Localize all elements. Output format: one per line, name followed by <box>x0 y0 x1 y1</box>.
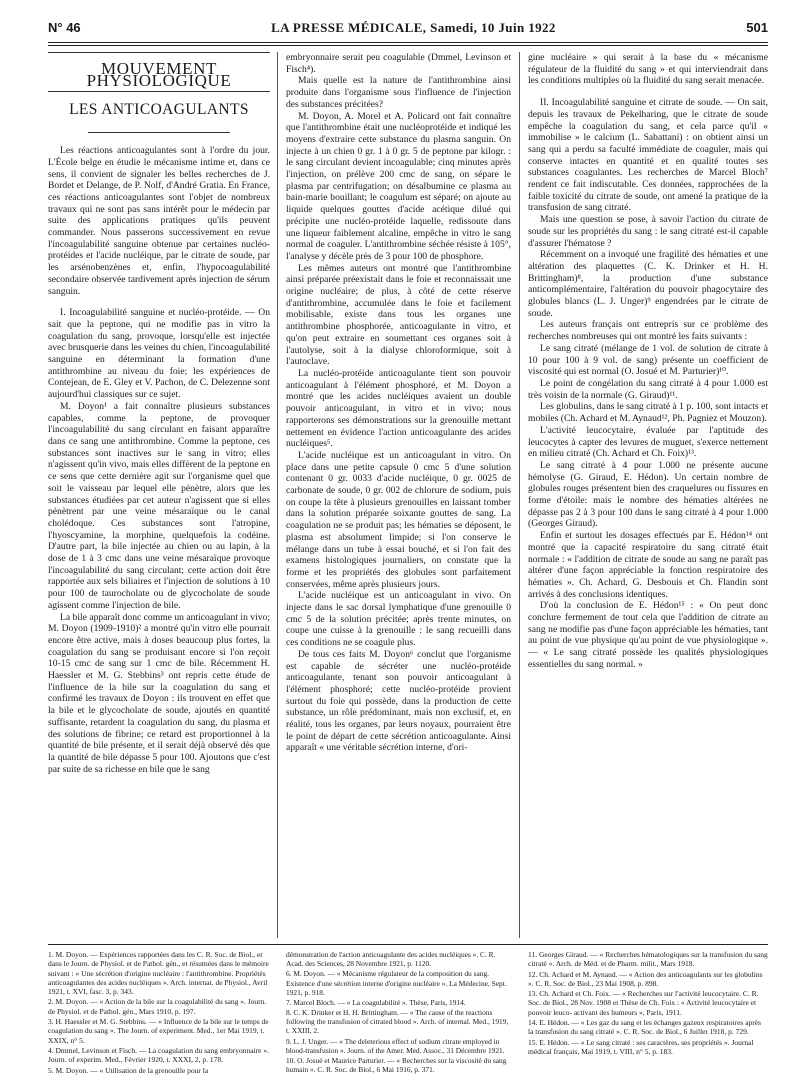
footnote: 3. H. Haessler et M. G. Stebbins. — « Influence de la bile sur le temps de coagulation du sang ». The Journ. of experiment. Med., 1er Mai 1919, t. XXIX, n° 5. <box>48 1017 269 1045</box>
footnote: 10. O. Josué et Maurice Parturier. — « Recherches sur la viscosité du sang humain ». C. R. Soc. de Biol., 6 Mai 1916, p. 371. <box>286 1055 507 1075</box>
paragraph: Les réactions anticoagulantes sont à l'ordre du jour. L'École belge en étudie le mécanisme intime et, dans ce sens, il convient de signaler les belles recherches de J. Bordet et Delange, de P. Nolf, d'André Gratia. En France, ces réactions anticoagulantes sont l'objet de nombreux travaux qui ne sont pas sans intérêt pour le médecin par suite des applications pratiques qu'ils peuvent commander. Nous passerons successivement en revue l'incoagulabilité sanguine obtenue par certaines nucléo-protéides et l'acide nucléique, par le citrate de soude, par les arsénobenzènes et, enfin, l'hypocoagulabilité secondaire observée tardivement après injection de sérum sanguin. <box>48 145 270 297</box>
footnote: 1. M. Doyon. — Expériences rapportées dans les C. R. Soc. de Biol., et dans le Journ. de Physiol. et de Pathol. gén., et résumées dans le mémoire suivant : « Une sécrétion d'origine nucléaire : l'antithrombine. Propriétés anticoagulantes des acides nucléiques ». Arch. internat. de Physiol., Avril 1921, t. XVI, fasc. 3, p. 343. <box>48 950 269 997</box>
paragraph: Les auteurs français ont entrepris sur ce problème des recherches nombreuses qui ont montré les faits suivants : <box>528 319 768 343</box>
footnote: 15. E. Hédon. — « Le sang citraté : ses caractères, ses propriétés ». Journal médical français, Mai 1919, t. VIII, n° 5, p. 183. <box>528 1037 754 1056</box>
column-2 <box>286 52 511 754</box>
paragraph: M. Doyon, A. Morel et A. Policard ont fait connaître que l'antithrombine était une nucléoprotéide et indiqué les moyens d'extraire cette substance du plasma sanguin. On injecte à un chien 0 gr. 1 à 0 gr. 5 de peptone par kilogr. : le sang circulant devient incoagulable; cinq minutes après l'injection, on prélève 200 cmc de sang, on sépare le plasma par centrifugation; on désalbumine ce plasma au bain-marie bouillant; le coagulum est séparé; on ajoute au liquide quelques gouttes d'acide acétique dilué qui précipite une nucléo-protéide laquelle, redissoute dans une liqueur faiblement alcaline, empêche in vitro le sang normal de coaguler. L'antithrombine séchée résiste à 105°, l'analyse y décèle près de 3 pour 100 de phosphore. <box>286 110 511 262</box>
paragraph: L'acide nucléique est un anticoagulant in vitro. On place dans une petite capsule 0 cmc 5 d'une solution contenant 0 gr. 0033 d'acide nucléique, 0 gr. 0025 de carbonate de soude, 0 gr. 002 de chlorure de sodium, puis on coupe la tête à plusieurs grenouilles en laissant tomber dans la solution préparée soixante gouttes de sang. La coagulation ne se produit pas; les hématies se déposent, le plasma est absolument limpide; si l'on conserve le mélange dans un tube à essai bouché, et si l'on fait des examens histologiques journaliers, on constate que la forme et les propriétés des globules sont parfaitement conservées, même après plusieurs jours. <box>286 449 511 590</box>
footnote: démonstration de l'action anticoagulante des acides nucléiques ». C. R. Acad. des Sciences, 28 Novembre 1921, p. 1120. <box>286 950 496 969</box>
paragraph: Le point de congélation du sang citraté à 4 pour 1.000 est très voisin de la normale (G. Giraud)¹¹. <box>528 377 768 401</box>
paragraph: gine nucléaire » qui serait à la base du « mécanisme régulateur de la fluidité du sang » et qui interviendrait dans les conditions multiples où la fluidité du sang serait menacée. <box>528 52 768 87</box>
paragraph: embryonnaire serait peu coagulable (Dmmel, Levinson et Fisch⁴). <box>286 52 511 75</box>
paragraph: Le sang citraté à 4 pour 1.000 ne présente aucune hémolyse (G. Giraud, E. Hédon). Un certain nombre de globules rouges présentent bien des craquelures ou fissures en forme d'étoile: mais le nombre des hématies altérées ne dépasse pas 2 à 3 pour 100 dans le sang citraté à 4 pour 1.000 (Georges Giraud). <box>528 459 768 530</box>
footnote: 5. M. Doyon. — « Utilisation de la grenouille pour la <box>48 1065 209 1075</box>
paragraph: Les globulins, dans le sang citraté à 1 p. 100, sont intacts et mobiles (Ch. Achard et M. Aynaud¹², Ph. Pagniez et Mouzon). <box>528 401 768 425</box>
paragraph: M. Doyon¹ a fait connaître plusieurs substances capables, comme la peptone, de provoquer l'incoagulabilité du sang circulant en faisant apparaître dans ce sang une antithrombine. Comme la peptone, ces substances sont inactives sur le sang in vitro; elles n'agissent qu'in vivo, mais elles diffèrent de la peptone en ce sens que cette dernière agit sur l'organisme quel que soit le vaisseau par lequel elle pénètre, alors que les substances étudiées par cet auteur n'agissent que si elles pénètrent par une veine mésaraïque ou le canal cholédoque. Ces substances sont l'atropine, l'hyoscyamine, la morphine, quelquefois la codéine. D'autre part, la bile injectée au chien ou au lapin, à la dose de 1 à 3 cmc dans une veine mésaraïque provoque l'incoagulabilité du sang circulant; cette action doit être rapportée aux sels biliaires et l'injection de solutions à 10 pour 100 de taurocholate ou de glycocholate de soude agissent comme l'injection de bile. <box>48 400 270 611</box>
paragraph: Le sang citraté (mélange de 1 vol. de solution de citrate à 10 pour 100 à 9 vol. de sang) présente un coefficient de viscosité qui est normal (O. Josué et M. Parturier)¹⁰. <box>528 342 768 378</box>
article-title: LES ANTICOAGULANTS <box>69 101 249 119</box>
rubric-top-rule <box>48 52 270 53</box>
paragraph: D'où la conclusion de E. Hédon¹⁵ : « On peut donc conclure fermement de tout cela que l'addition de citrate au sang ne modifie pas d'une façon appréciable les hématies, tant au point de vue physique qu'au point de vue physiologique ». — « Le sang citraté possède les qualités physiologiques essentielles du sang normal. » <box>528 600 768 670</box>
footnote: 12. Ch. Achard et M. Aynaud. — « Action des anticoagulants sur les globulins ». C. R. Soc. de Biol., 23 Mai 1908, p. 898. <box>528 969 763 988</box>
footnote: 8. C. K. Drinker et H. H. Brittingham. — « The cause of the reactions following the transfusion of citrated blood ». Arch. of internal. Med., 1919, t. XXIII, 2. <box>286 1008 509 1036</box>
footnotes-column-1 <box>48 950 270 1076</box>
footnote: 13. Ch. Achard et Ch. Foix. — « Recherches sur l'activité leucocytaire. C. R. Soc. de Biol., 28 Nov. 1908 et Thèse de Ch. Foix : « Activité leucocytaire et pouvoir leuco- activant des humeurs », Paris, 1911. <box>528 989 759 1017</box>
column-3 <box>528 52 768 671</box>
column-divider <box>519 52 520 938</box>
footnote: 9. L. J. Unger. — « The deleterious effect of sodium citrate employed in blood-transfusion ». Journ. of the Amer. Med. Assoc., 31 Décembre 1921. <box>286 1036 505 1055</box>
footnote: 11. Georges Giraud. — « Recherches hématologiques sur la transfusion du sang citraté ». Arch. de Méd. et de Pharm. milit., Mars 1918. <box>528 950 768 969</box>
header-rule-double <box>48 45 768 46</box>
footnote: 2. M. Doyon. — « Action de la bile sur la coagulabilité du sang ». Journ. de Physiol. et de Pathol. gén., Mars 1910, p. 197. <box>48 997 267 1016</box>
page-folio: 501 <box>746 20 768 35</box>
paragraph: De tous ces faits M. Doyon⁶ conclut que l'organisme est capable de sécréter une nucléo-protéide anticoagulante, tenant son pouvoir anticoagulant à l'élément phosphoré; cette nucléo-protéide provient surtout du foie qui possède, dans la production de cette substance, un rôle prédominant, mais non exclusif, et, en réalité, tous les organes, par leurs noyaux, pourraient être le point de départ de cette sécrétion anticoagulante. Ainsi apparaît « une véritable sécrétion interne, d'ori- <box>286 648 511 754</box>
paragraph: L'activité leucocytaire, évaluée par l'aptitude des leucocytes à capter des levures de muguet, s'exerce nettement en milieu citraté (Ch. Achard et Ch. Foix)¹³. <box>528 424 768 460</box>
paragraph: Les mêmes auteurs ont montré que l'antithrombine ainsi préparée préexistait dans le foie et reconnaissait une origine nucléaire; de plus, à côté de cette réserve d'antithrombine, accumulée dans le foie et facilement mobilisable, existe dans tous les organes une antithrombine phosphorée, anticoagulante in vitro, et qu'on peut extraire en soumettant ces organes soit à l'autolyse, soit à la dialyse chloroformique, soit à l'autoclave. <box>286 262 511 368</box>
paragraph: I. Incoagulabilité sanguine et nucléo-protéide. — On sait que la peptone, qui ne modifie pas in vitro la coagulation du sang, provoque, lorsqu'elle est injectée avec brusquerie dans les veines du chien, l'incoagulabilité sanguine en déterminant la formation d'une antithrombine au niveau du foie; les expériences de Contejean, de E. Gley et V. Pachon, de C. Delezenne sont aujourd'hui classiques sur ce sujet. <box>48 307 270 401</box>
page-header <box>48 20 768 40</box>
header-rule <box>48 42 768 43</box>
footnotes-column-3 <box>528 950 768 1057</box>
footnotes-column-2 <box>286 950 511 1075</box>
paragraph: L'acide nucléique est un anticoagulant in vivo. On injecte dans le sac dorsal lymphatique d'une grenouille 0 cmc 5 de la solution précitée; après trente minutes, on coupe une cuisse à la grenouille : le sang recueilli dans ces conditions ne se coagule plus. <box>286 590 511 649</box>
rubric-bottom-rule <box>48 91 270 92</box>
rubric-title: MOUVEMENT PHYSIOLOGIQUE <box>86 59 232 90</box>
paragraph: II. Incoagulabilité sanguine et citrate de soude. — On sait, depuis les travaux de Pekelharing, que le citrate de soude empêche la coagulation du sang, et cela parce qu'il « immobilise » le calcium (L. Sabattani) : on obtient ainsi un sang qui a perdu sa faculté immédiate de coaguler, mais qui conserve intactes en quantité et en qualité toutes ses substances coagulantes. Les recherches de Marcel Bloch⁷ rendent ce fait indiscutable. Ces données, rapprochées de la faible toxicité du citrate de soude, ont amené la pratique de la transfusion de sang citraté. <box>528 97 768 214</box>
footnote: 6. M. Doyon. — « Mécanisme régulateur de la composition du sang. Existence d'une sécrétion interne d'origine nucléaire ». La Médecine, Sept. 1921, p. 918. <box>286 969 507 997</box>
footnote: 14. E. Hédon. — « Les gaz du sang et les échanges gazeux respiratoires après la transfusion du sang citraté ». C. R. Soc. de Biol., 6 Juillet 1918, p. 729. <box>528 1018 762 1037</box>
paragraph: La bile apparaît donc comme un anticoagulant in vivo; M. Doyon (1909-1910)² a montré qu'in vitro elle pourrait encore être active, mais à doses beaucoup plus fortes, la coagulation du sang se produisant encore si l'on reçoit 10-15 cmc de sang sur 1 cmc de bile. Récemment H. Haessler et M. G. Stebbins³ ont repris cette étude de l'influence de la bile sur la coagulation du sang et confirmé les travaux de Doyon : ils trouvent en effet que la bile et le glycocholate de soude, ajoutés en quantité suffisante, retardent la coagulation du sang, du plasma et des solutions de fibrine; ce retard est proportionnel à la quantité de bile présente, et il serait déjà observé dès que la quantité de bile dépasse 5 pour 100. Ajoutons que c'est par suite de sa richesse en bile que le sang <box>48 611 270 775</box>
paragraph: La nucléo-protéide anticoagulante tient son pouvoir anticoagulant à l'élément phosphoré, et M. Doyon a montré que les acides nucléiques avaient un double pouvoir anticoagulant, in vitro et in vivo; nous rapporterons ses démonstrations sur la grenouille mettant nettement en évidence l'action anticoagulante des acides nucléiques⁵. <box>286 367 511 450</box>
footnote: 4. Dmmel, Levinson et Fisch. — La coagulation du sang embryonnaire ». Journ. of experim. Med., Février 1920, t. XXXI, 2, p. 178. <box>48 1045 269 1065</box>
publication-title: LA PRESSE MÉDICALE, Samedi, 10 Juin 1922 <box>271 20 556 35</box>
footnote-rule <box>48 944 768 945</box>
footnote: 7. Marcel Bloch. — « La coagulabilité ». Thèse, Paris, 1914. <box>286 997 466 1007</box>
paragraph: Enfin et surtout les dosages effectués par E. Hédon¹⁴ ont montré que la capacité respiratoire du sang citraté était normale : « l'addition de citrate de soude au sang ne paraît pas altérer d'une façon appréciable la fonction respiratoire des hématies ». Ch. Achard, G. Desbouis et Ch. Flandin sont arrivés à des conclusions identiques. <box>528 530 768 600</box>
paragraph: Mais une question se pose, à savoir l'action du citrate de soude sur les propriétés du sang : le sang citraté est-il capable d'assurer l'hématose ? <box>528 214 768 249</box>
issue-number: N° 46 <box>48 20 81 35</box>
column-divider <box>277 52 278 938</box>
paragraph: Récemment on a invoqué une fragilité des hématies et une altération des plaquettes (C. K. Drinker et H. H. Brittingham)⁸, la production d'une substance anticomplémentaire, l'altération du pouvoir phagocytaire des globules blancs (L. J. Unger)⁹ engendrées par le citrate de soude. <box>528 249 768 319</box>
paragraph: Mais quelle est la nature de l'antithrombine ainsi produite dans l'organisme sous l'influence de l'injection des substances précitées? <box>286 75 511 110</box>
column-1 <box>48 52 270 775</box>
